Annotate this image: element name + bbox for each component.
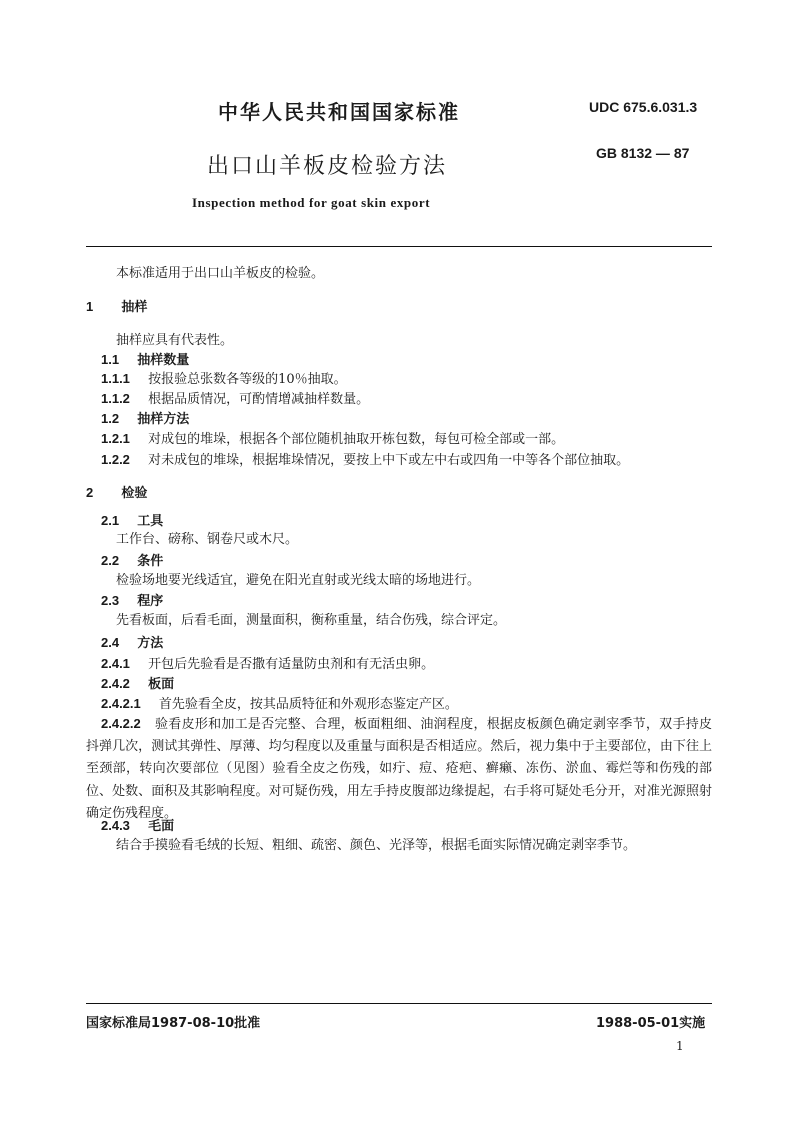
section-number: 2.4.1 [101,656,130,671]
document-title-en: Inspection method for goat skin export [192,195,431,210]
section-2-2-text: 检验场地要光线适宜，避免在阳光直射或光线太暗的场地进行。 [116,573,481,588]
section-2-heading [86,482,147,505]
section-2-1-text: 工作台、磅称、钢卷尺或木尺。 [116,532,299,547]
section-title: 检验 [121,486,148,501]
section-title: 抽样 [121,300,148,315]
section-number: 2.1 [101,513,120,528]
section-number: 1.2 [101,411,120,426]
effective-date: 1988-05-01实施 [596,1016,706,1031]
section-1-2-2 [101,449,629,472]
section-title: 抽样数量 [137,353,190,368]
gb-code: GB 8132 — 87 [596,145,690,161]
section-2-3-text: 先看板面，后看毛面，测量面积，衡称重量，结合伤残，综合评定。 [116,613,507,628]
section-number: 2 [86,485,94,500]
section-number: 2.4.3 [101,818,130,833]
footer-divider [86,1003,712,1004]
intro-text: 本标准适用于出口山羊板皮的检验。 [116,266,325,281]
section-2-4-3-text: 结合手摸验看毛绒的长短、粗细、疏密、颜色、光泽等，根据毛面实际情况确定剥宰季节。 [116,838,637,853]
section-text: 开包后先验看是否撒有适量防虫剂和有无活虫卵。 [148,657,435,672]
section-1-text: 抽样应具有代表性。 [116,333,234,348]
section-title: 板面 [148,677,175,692]
section-number: 1.1.2 [101,391,130,406]
section-text: 首先验看全皮，按其品质特征和外观形态鉴定产区。 [158,697,458,712]
standard-category-title: 中华人民共和国国家标准 [218,100,460,124]
document-title-cn: 出口山羊板皮检验方法 [207,154,448,179]
section-number: 1.1 [101,352,120,367]
approval-date: 国家标准局1987-08-10批准 [86,1016,261,1031]
section-number: 2.2 [101,553,120,568]
section-title: 条件 [137,554,164,569]
section-title: 工具 [137,514,164,529]
section-title: 方法 [137,636,164,651]
section-text: 按报验总张数各等级的10％抽取。 [148,372,347,387]
section-text: 验看皮形和加工是否完整、合理，板面粗细、油润程度，根据皮板颜色确定剥宰季节，双手持皮抖弹几次，测试其弹性、厚薄、均匀程度以及重量与面积是否相适应。然后，视力集中于主要部位，由下往上至颈部，转向次要部位（见图）验看全皮之伤残，如疔、痘、疮疤、癣癞、冻伤、淤血、霉烂等和伤残的部位、处数、面积及其影响程度。对可疑伤残，用左手持皮腹部边缘提起，右手将可疑处毛分开，对准光源照射确定伤残程度。 [86,717,712,821]
section-2-4-2-2 [86,713,712,825]
section-number: 1 [86,299,94,314]
section-number: 2.3 [101,593,120,608]
section-text: 根据品质情况，可酌情增减抽样数量。 [148,392,370,407]
section-number: 1.2.2 [101,452,130,467]
udc-code: UDC 675.6.031.3 [589,99,698,115]
section-number: 1.2.1 [101,431,130,446]
section-number: 2.4.2 [101,676,130,691]
section-title: 毛面 [148,819,175,834]
section-1-2-1 [101,428,564,451]
section-1-heading [86,296,147,319]
section-2-4-heading [101,632,163,655]
section-title: 抽样方法 [137,412,190,427]
header-divider [86,246,712,247]
section-title: 程序 [137,594,164,609]
section-number: 2.4.2.2 [101,716,141,731]
section-number: 1.1.1 [101,371,130,386]
section-text: 对成包的堆垛，根据各个部位随机抽取开栋包数，每包可检全部或一部。 [148,432,565,447]
section-text: 对未成包的堆垛，根据堆垛情况，要按上中下或左中右或四角一中等各个部位抽取。 [148,453,630,468]
page-number: 1 [676,1039,684,1053]
section-number: 2.4.2.1 [101,696,141,711]
section-number: 2.4 [101,635,120,650]
